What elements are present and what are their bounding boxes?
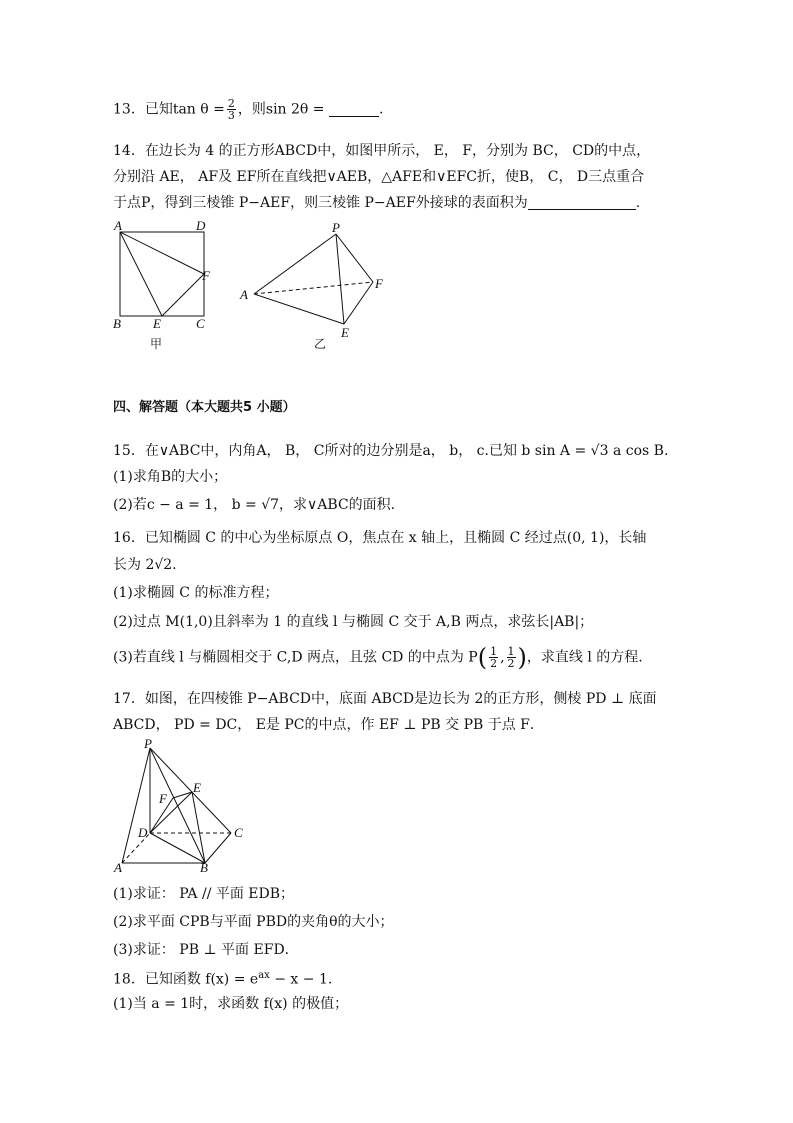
q16-line-2: 长为 2√2.: [113, 557, 177, 573]
q13-end: .: [379, 101, 384, 118]
q13-line: [113, 98, 383, 121]
label-b: B: [200, 860, 208, 872]
q14-line-2: 分别沿 AE， AF及 EF所在直线把∨AEB，△AFE和∨EFC折，使B， C， D三点重合: [113, 169, 645, 185]
q13-frac-den: 3: [227, 109, 235, 122]
section-title: 四、解答题（本大题共5 小题）: [113, 400, 296, 415]
edge-pf: [336, 234, 373, 282]
q17-line-5: (3)求证： PB ⊥ 平面 EFD．: [113, 942, 299, 958]
q16-line-3: (1)求椭圆 C 的标准方程；: [113, 585, 279, 601]
q16-frac-2: [507, 646, 516, 669]
label-f: F: [159, 791, 167, 806]
q18-line-1-pre: 18．已知函数 f(x) = e: [113, 971, 259, 988]
q13-frac-num: 2: [227, 97, 235, 110]
label-e: E: [193, 780, 201, 795]
q15-line-3: (2)若c − a = 1， b = √7，求∨ABC的面积.: [113, 497, 396, 513]
q16-line-5-b: ，求直线 l 的方程.: [526, 649, 643, 666]
q14-line-3-text: 于点P，得到三棱锥 P−AEF，则三棱锥 P−AEF外接球的表面积为: [113, 195, 528, 211]
q17-line-4: (2)求平面 CPB与平面 PBD的夹角θ的大小；: [113, 914, 394, 930]
q16-line-5-a: (3)若直线 l 与椭圆相交于 C,D 两点，且弦 CD 的中点为 P: [113, 649, 478, 666]
q13-then: ，则: [237, 101, 266, 118]
q14-answer-blank[interactable]: [528, 195, 636, 210]
label-a: A: [114, 218, 122, 233]
q18-line-1: [113, 966, 332, 990]
q13-tan: tan θ =: [172, 101, 225, 118]
label-b: B: [113, 316, 121, 331]
q13-fraction: [227, 98, 236, 121]
label-p: P: [332, 220, 340, 235]
label-a: A: [240, 287, 248, 302]
edge-pa: [122, 748, 150, 863]
q13-prefix: 13．已知: [113, 101, 173, 118]
square-abcd: [120, 232, 204, 316]
edge-eb: [192, 792, 205, 863]
q13-sin: sin 2θ =: [265, 101, 325, 118]
q13-answer-blank[interactable]: [329, 102, 379, 117]
edge-db: [150, 833, 205, 863]
label-a: A: [114, 860, 122, 872]
q14-line-1: 14．在边长为 4 的正方形ABCD中，如图甲所示， E， F，分别为 BC， CD的中点，: [113, 143, 651, 159]
edge-af-hidden: [254, 282, 373, 294]
edge-ae: [254, 294, 344, 324]
q16-frac-2-num: 1: [507, 645, 515, 658]
q16-frac-2-den: 2: [507, 657, 515, 670]
label-e: E: [153, 316, 161, 331]
q18-line-1-post: − x − 1.: [269, 971, 333, 988]
label-d: D: [196, 218, 206, 233]
caption-jia: 甲: [150, 337, 163, 351]
figure-jia: [110, 218, 220, 358]
q16-frac-1: [489, 646, 498, 669]
segment-af: [120, 232, 204, 274]
label-e: E: [341, 325, 349, 340]
label-c: C: [196, 316, 205, 331]
q17-line-3: (1)求证： PA // 平面 EDB；: [113, 886, 295, 902]
q16-line-5: [113, 643, 643, 672]
figure-17: [110, 736, 260, 872]
q15-line-1: 15．在∨ABC中，内角A， B， C所对的边分别是a， b， c.已知 b sin A = √3 a cos B.: [113, 443, 669, 459]
q16-line-1: 16．已知椭圆 C 的中心为坐标原点 O，焦点在 x 轴上，且椭圆 C 经过点(0, 1)，长轴: [113, 530, 647, 546]
segment-ef: [162, 274, 204, 316]
segment-ae: [120, 232, 162, 316]
q18-exponent: ax: [258, 970, 270, 981]
q16-lparen: (: [477, 643, 488, 672]
q14-end: .: [635, 195, 641, 211]
figure-yi: [236, 220, 396, 355]
q16-frac-1-den: 2: [490, 657, 498, 670]
q16-rparen: ): [517, 643, 527, 672]
q16-comma: ,: [500, 649, 505, 666]
q15-line-2: (1)求角B的大小；: [113, 469, 228, 485]
label-f: F: [202, 268, 210, 283]
q17-line-2: ABCD， PD = DC， E是 PC的中点，作 EF ⊥ PB 交 PB 于点 F．: [113, 717, 544, 733]
label-p: P: [144, 736, 152, 751]
q14-line-3: [113, 193, 640, 213]
label-f: F: [375, 276, 383, 291]
q17-line-1: 17．如图，在四棱锥 P−ABCD中，底面 ABCD是边长为 2的正方形，侧棱 PD ⊥ 底面: [113, 691, 657, 707]
edge-pa: [254, 234, 336, 294]
label-c: C: [234, 825, 243, 840]
label-d: D: [138, 825, 148, 840]
edge-de: [150, 792, 192, 833]
edge-ef: [344, 282, 373, 324]
q16-frac-1-num: 1: [490, 645, 498, 658]
q16-line-4: (2)过点 M(1,0)且斜率为 1 的直线 l 与椭圆 C 交于 A,B 两点，求弦长|AB|；: [113, 614, 594, 630]
edge-pe: [336, 234, 344, 324]
edge-bc: [205, 833, 231, 863]
caption-yi: 乙: [314, 337, 327, 351]
q18-line-2: (1)当 a = 1时，求函数 f(x) 的极值；: [113, 996, 349, 1012]
